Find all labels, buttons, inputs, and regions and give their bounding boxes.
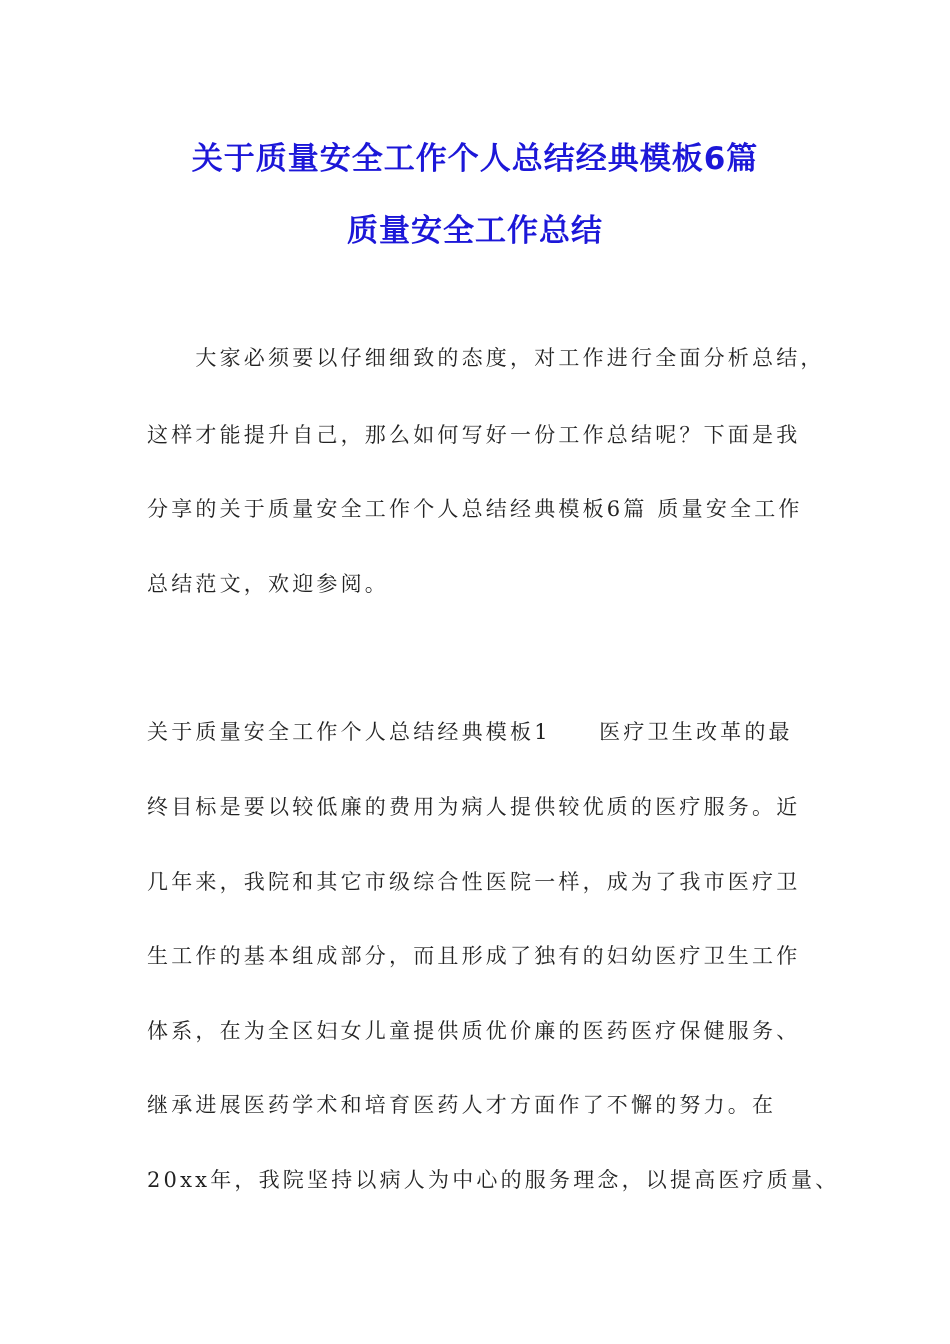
document-subtitle: 质量安全工作总结 [347,213,603,249]
body-line: 继承进展医药学术和培育医药人才方面作了不懈的努力。在 [147,1093,777,1117]
intro-line: 这样才能提升自己，那么如何写好一份工作总结呢？下面是我 [147,423,801,447]
body-line: 几年来，我院和其它市级综合性医院一样，成为了我市医疗卫 [147,870,801,894]
intro-line: 总结范文，欢迎参阅。 [147,572,389,596]
body-line: 体系，在为全区妇女儿童提供质优价廉的医药医疗保健服务、 [147,1019,801,1043]
document-title: 关于质量安全工作个人总结经典模板6篇 [191,141,759,177]
body-line: 终目标是要以较低廉的费用为病人提供较优质的医疗服务。近 [147,795,801,819]
body-line: 生工作的基本组成部分，而且形成了独有的妇幼医疗卫生工作 [147,944,801,968]
intro-line: 分享的关于质量安全工作个人总结经典模板6篇 质量安全工作 [147,497,803,521]
body-line: 20xx年，我院坚持以病人为中心的服务理念，以提高医疗质量、 [147,1168,840,1192]
body-line: 关于质量安全工作个人总结经典模板1 医疗卫生改革的最 [147,720,793,744]
intro-line: 大家必须要以仔细细致的态度，对工作进行全面分析总结， [147,346,825,370]
